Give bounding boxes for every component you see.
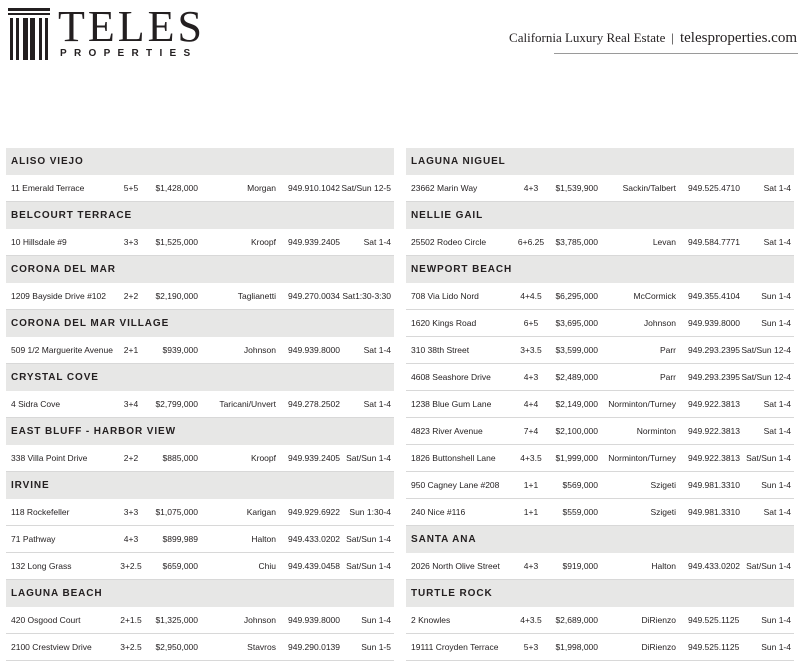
listing-bed-bath: 6+5 [523, 318, 539, 328]
listing-agent: Halton [651, 561, 676, 571]
listing-phone: 949.293.2395 [688, 372, 740, 382]
section-heading: CORONA DEL MAR [6, 256, 394, 283]
section-heading: NELLIE GAIL [406, 202, 794, 229]
listing-address: 708 Via Lido Nord [411, 291, 479, 301]
listing-price: $2,100,000 [555, 426, 598, 436]
listing-bed-bath: 2+1.5 [120, 615, 142, 625]
listing-bed-bath: 6+6.25 [517, 237, 545, 247]
listing-bed-bath: 2+1 [123, 345, 139, 355]
listing-row [406, 364, 794, 391]
section-heading: LAGUNA NIGUEL [406, 148, 794, 175]
listing-bed-bath: 4+3 [523, 372, 539, 382]
listings-column-right [406, 148, 794, 661]
listing-price: $3,695,000 [555, 318, 598, 328]
listing-phone: 949.939.2405 [288, 237, 340, 247]
listing-open-house-time: Sun 1:30-4 [349, 507, 391, 517]
section-heading: TURTLE ROCK [406, 580, 794, 607]
section-heading: EAST BLUFF - HARBOR VIEW [6, 418, 394, 445]
listing-row [406, 499, 794, 526]
listing-row [6, 607, 394, 634]
listing-address: 420 Osgood Court [11, 615, 81, 625]
listings-column-left [6, 148, 394, 661]
section-heading: LAGUNA BEACH [6, 580, 394, 607]
header-divider [554, 53, 798, 54]
listing-price: $1,525,000 [155, 237, 198, 247]
listing-agent: Taglianetti [237, 291, 276, 301]
section-heading: CRYSTAL COVE [6, 364, 394, 391]
listing-agent: Taricani/Unvert [219, 399, 276, 409]
listing-phone: 949.939.2405 [288, 453, 340, 463]
listing-agent: Chiu [258, 561, 276, 571]
listing-price: $569,000 [562, 480, 598, 490]
listing-open-house-time: Sun 1-5 [361, 642, 391, 652]
listing-agent: Norminton/Turney [608, 453, 676, 463]
listing-agent: Kroopf [250, 237, 276, 247]
listing-row [6, 553, 394, 580]
listing-row [6, 391, 394, 418]
listing-phone: 949.981.3310 [688, 480, 740, 490]
listing-address: 1826 Buttonshell Lane [411, 453, 496, 463]
listing-phone: 949.922.3813 [688, 399, 740, 409]
listing-agent: McCormick [633, 291, 676, 301]
listing-agent: Halton [251, 534, 276, 544]
section-heading: SANTA ANA [406, 526, 794, 553]
listing-price: $2,950,000 [155, 642, 198, 652]
listing-address: 71 Pathway [11, 534, 56, 544]
listing-bed-bath: 3+4 [123, 399, 139, 409]
listing-agent: Norminton/Turney [608, 399, 676, 409]
listing-agent: Johnson [243, 615, 276, 625]
listing-address: 118 Rockefeller [11, 507, 70, 517]
listing-agent: Stavros [247, 642, 276, 652]
listing-price: $6,295,000 [555, 291, 598, 301]
listing-row [6, 445, 394, 472]
listing-agent: Parr [659, 372, 676, 382]
listing-bed-bath: 1+1 [523, 480, 539, 490]
listing-bed-bath: 5+5 [123, 183, 139, 193]
listing-row [406, 418, 794, 445]
listing-open-house-time: Sat 1-4 [763, 399, 791, 409]
listing-address: 4608 Seashore Drive [411, 372, 491, 382]
listing-row [6, 175, 394, 202]
listing-phone: 949.525.1125 [688, 642, 740, 652]
listing-open-house-time: Sat1:30-3:30 [342, 291, 391, 301]
listing-open-house-time: Sat 1-4 [763, 426, 791, 436]
listing-phone: 949.939.8000 [288, 615, 340, 625]
listing-bed-bath: 2+2 [123, 291, 139, 301]
listing-bed-bath: 4+3 [523, 183, 539, 193]
listing-address: 25502 Rodeo Circle [411, 237, 487, 247]
listing-open-house-time: Sat/Sun 1-4 [746, 453, 791, 463]
listing-row [6, 229, 394, 256]
listing-open-house-time: Sat/Sun 1-4 [346, 453, 391, 463]
page-header [0, 0, 800, 80]
listing-agent: Norminton [636, 426, 676, 436]
listing-open-house-time: Sat 1-4 [763, 237, 791, 247]
listing-address: 132 Long Grass [11, 561, 72, 571]
listing-phone: 949.929.6922 [288, 507, 340, 517]
listing-phone: 949.939.8000 [688, 318, 740, 328]
listing-bed-bath: 3+2.5 [120, 642, 142, 652]
listing-row [406, 553, 794, 580]
listing-address: 4823 River Avenue [411, 426, 483, 436]
listing-address: 2026 North Olive Street [411, 561, 500, 571]
listing-open-house-time: Sat/Sun 1-4 [346, 561, 391, 571]
listing-address: 2100 Crestview Drive [11, 642, 92, 652]
listing-address: 240 Nice #116 [411, 507, 466, 517]
listing-agent: Parr [659, 345, 676, 355]
listing-address: 10 Hillsdale #9 [11, 237, 67, 247]
listing-address: 1209 Bayside Drive #102 [11, 291, 106, 301]
listing-price: $1,539,900 [555, 183, 598, 193]
listing-price: $1,075,000 [155, 507, 198, 517]
listing-address: 4 Sidra Cove [11, 399, 61, 409]
listing-agent: Szigeti [650, 480, 676, 490]
listing-address: 950 Cagney Lane #208 [411, 480, 500, 490]
listing-row [406, 634, 794, 661]
listing-address: 1238 Blue Gum Lane [411, 399, 492, 409]
listing-bed-bath: 4+3 [123, 534, 139, 544]
listing-bed-bath: 4+4.5 [520, 291, 542, 301]
listing-price: $919,000 [562, 561, 598, 571]
listing-row [406, 310, 794, 337]
tagline-text: California Luxury Real Estate [509, 30, 666, 45]
listing-agent: DiRienzo [641, 615, 676, 625]
listing-row [406, 445, 794, 472]
listing-price: $885,000 [162, 453, 198, 463]
listing-phone: 949.433.0202 [688, 561, 740, 571]
listing-price: $2,149,000 [555, 399, 598, 409]
tagline [509, 30, 797, 47]
section-heading: BELCOURT TERRACE [6, 202, 394, 229]
listing-address: 1620 Kings Road [411, 318, 477, 328]
listing-bed-bath: 2+2 [123, 453, 139, 463]
listing-address: 2 Knowles [411, 615, 451, 625]
brand-name: TELES [58, 2, 205, 51]
listing-bed-bath: 7+4 [523, 426, 539, 436]
listing-price: $2,190,000 [155, 291, 198, 301]
listing-phone: 949.939.8000 [288, 345, 340, 355]
listing-phone: 949.278.2502 [288, 399, 340, 409]
listing-bed-bath: 3+3 [123, 237, 139, 247]
listing-open-house-time: Sun 1-4 [761, 318, 791, 328]
listing-open-house-time: Sat/Sun 1-4 [746, 561, 791, 571]
section-heading: NEWPORT BEACH [406, 256, 794, 283]
listing-address: 509 1/2 Marguerite Avenue [11, 345, 113, 355]
listing-phone: 949.922.3813 [688, 426, 740, 436]
listing-row [406, 175, 794, 202]
listing-price: $1,998,000 [555, 642, 598, 652]
listing-open-house-time: Sun 1-4 [761, 615, 791, 625]
section-heading: IRVINE [6, 472, 394, 499]
listing-open-house-time: Sat 1-4 [363, 237, 391, 247]
listing-phone: 949.433.0202 [288, 534, 340, 544]
teles-logo-icon [8, 8, 50, 60]
listing-price: $1,325,000 [155, 615, 198, 625]
listing-bed-bath: 4+3 [523, 561, 539, 571]
listing-bed-bath: 5+3 [523, 642, 539, 652]
listing-phone: 949.910.1042 [288, 183, 340, 193]
listing-phone: 949.290.0139 [288, 642, 340, 652]
listing-agent: Szigeti [650, 507, 676, 517]
listing-price: $1,999,000 [555, 453, 598, 463]
listing-phone: 949.293.2395 [688, 345, 740, 355]
listing-row [406, 337, 794, 364]
listing-open-house-time: Sat 1-4 [363, 399, 391, 409]
listing-price: $659,000 [162, 561, 198, 571]
listing-row [6, 526, 394, 553]
listing-agent: Kroopf [250, 453, 276, 463]
listing-open-house-time: Sun 1-4 [761, 642, 791, 652]
listing-open-house-time: Sun 1-4 [761, 480, 791, 490]
listing-price: $2,689,000 [555, 615, 598, 625]
listing-open-house-time: Sat/Sun 12-5 [341, 183, 391, 193]
listing-price: $3,599,000 [555, 345, 598, 355]
listing-phone: 949.270.0034 [288, 291, 340, 301]
listing-row [406, 472, 794, 499]
listing-bed-bath: 1+1 [523, 507, 539, 517]
listing-agent: Levan [652, 237, 676, 247]
listing-open-house-time: Sat 1-4 [763, 507, 791, 517]
listing-bed-bath: 3+3 [123, 507, 139, 517]
listing-row [406, 229, 794, 256]
listing-bed-bath: 3+2.5 [120, 561, 142, 571]
listing-address: 23662 Marin Way [411, 183, 478, 193]
listing-phone: 949.922.3813 [688, 453, 740, 463]
listing-bed-bath: 4+3.5 [520, 453, 542, 463]
listing-bed-bath: 4+3.5 [520, 615, 542, 625]
listing-open-house-time: Sat/Sun 12-4 [741, 345, 791, 355]
listing-open-house-time: Sat 1-4 [363, 345, 391, 355]
listing-agent: Sackin/Talbert [622, 183, 676, 193]
listing-phone: 949.584.7771 [688, 237, 740, 247]
listing-row [6, 499, 394, 526]
listing-row [6, 337, 394, 364]
listing-address: 11 Emerald Terrace [11, 183, 85, 193]
listing-bed-bath: 3+3.5 [520, 345, 542, 355]
listing-row [6, 283, 394, 310]
listing-open-house-time: Sun 1-4 [761, 291, 791, 301]
listing-address: 19111 Croyden Terrace [411, 642, 499, 652]
listing-row [406, 391, 794, 418]
listing-price: $559,000 [562, 507, 598, 517]
listing-open-house-time: Sun 1-4 [361, 615, 391, 625]
listing-price: $2,489,000 [555, 372, 598, 382]
listing-agent: DiRienzo [641, 642, 676, 652]
listing-open-house-time: Sat/Sun 12-4 [741, 372, 791, 382]
listing-agent: Johnson [643, 318, 676, 328]
listing-price: $3,785,000 [555, 237, 598, 247]
listing-bed-bath: 4+4 [523, 399, 539, 409]
listing-phone: 949.355.4104 [688, 291, 740, 301]
listing-row [406, 283, 794, 310]
listing-open-house-time: Sat/Sun 1-4 [346, 534, 391, 544]
listing-phone: 949.439.0458 [288, 561, 340, 571]
listing-price: $1,428,000 [155, 183, 198, 193]
listing-price: $899,989 [162, 534, 198, 544]
listing-agent: Morgan [247, 183, 276, 193]
listing-agent: Johnson [243, 345, 276, 355]
listing-phone: 949.525.4710 [688, 183, 740, 193]
brand-subtitle: PROPERTIES [60, 48, 198, 59]
listing-price: $939,000 [162, 345, 198, 355]
listing-agent: Karigan [246, 507, 276, 517]
tagline-separator: | [671, 30, 674, 45]
section-heading: CORONA DEL MAR VILLAGE [6, 310, 394, 337]
listing-address: 310 38th Street [411, 345, 470, 355]
listing-address: 338 Villa Point Drive [11, 453, 88, 463]
listing-phone: 949.981.3310 [688, 507, 740, 517]
listing-row [406, 607, 794, 634]
brand [58, 2, 205, 59]
listing-row [6, 634, 394, 661]
listing-price: $2,799,000 [155, 399, 198, 409]
website-link[interactable]: telesproperties.com [679, 30, 797, 46]
listing-open-house-time: Sat 1-4 [763, 183, 791, 193]
section-heading: ALISO VIEJO [6, 148, 394, 175]
listing-phone: 949.525.1125 [688, 615, 740, 625]
